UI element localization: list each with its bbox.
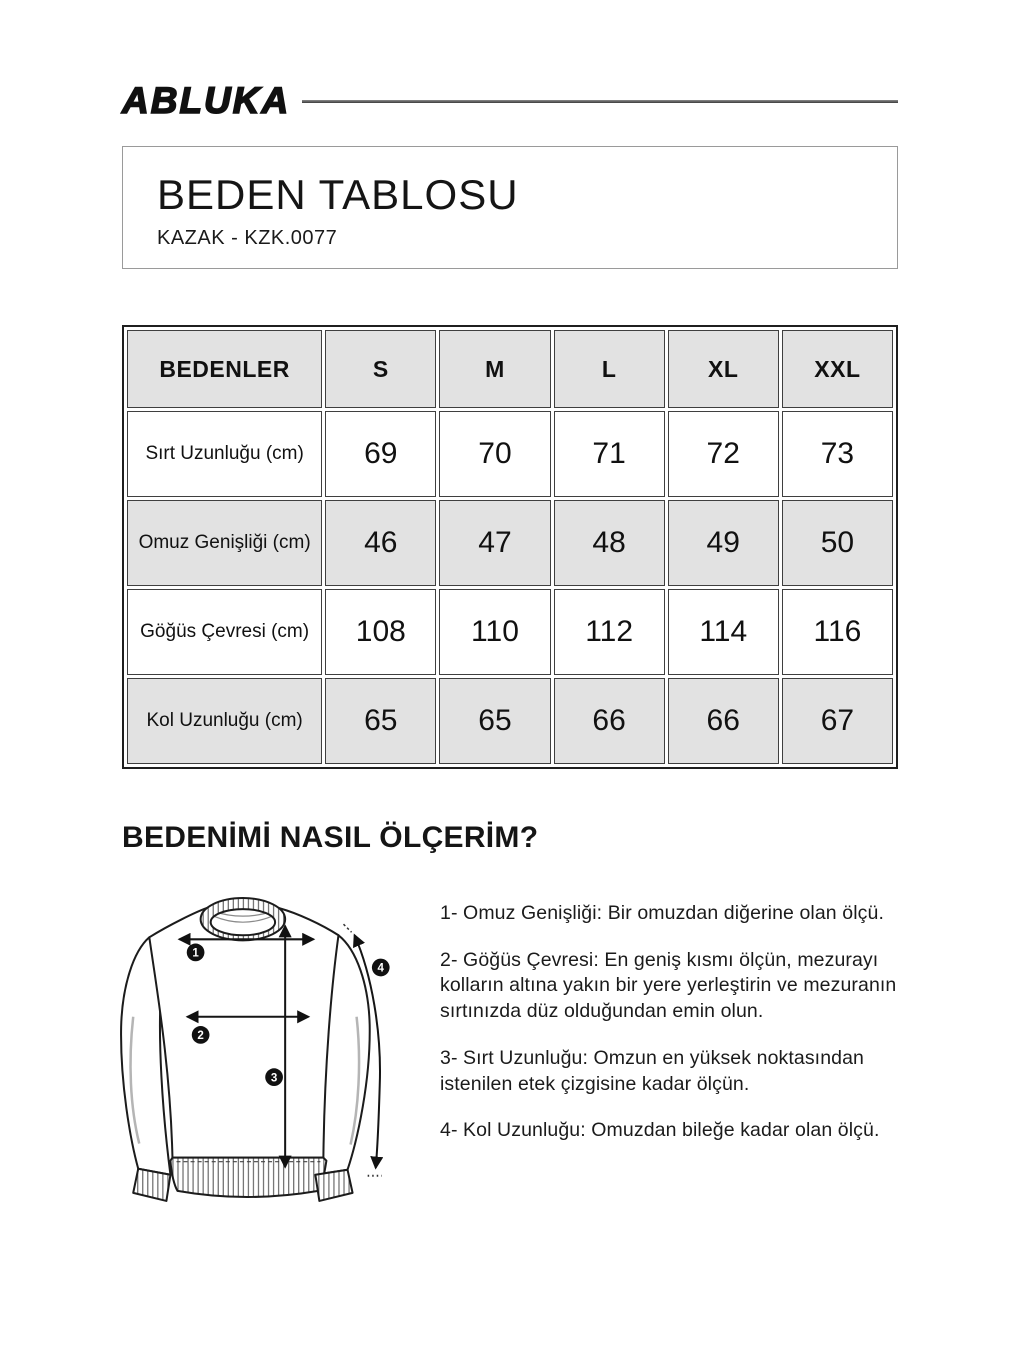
- table-row-shoulder-width: [127, 500, 893, 586]
- measure-label-cell: Sırt Uzunluğu (cm): [127, 411, 322, 497]
- header-divider-line: [302, 100, 898, 103]
- sweater-right-cuff: [315, 1170, 352, 1201]
- size-cell: 65: [325, 678, 436, 764]
- svg-text:3: 3: [270, 1072, 278, 1085]
- sweater-left-cuff: [133, 1169, 170, 1201]
- table-row-chest: [127, 589, 893, 675]
- size-cell: 70: [439, 411, 550, 497]
- size-cell: 69: [325, 411, 436, 497]
- size-table-header-row: [127, 330, 893, 408]
- size-table: [122, 325, 898, 769]
- column-header-bedenler: BEDENLER: [127, 330, 322, 408]
- size-cell: 114: [668, 589, 779, 675]
- svg-text:4: 4: [377, 962, 384, 975]
- size-cell: 47: [439, 500, 550, 586]
- instruction-chest: 2- Göğüs Çevresi: En geniş kısmı ölçün, mezurayı kolların altına yakın bir yere yerleştirin ve mezuranın sırtınızda düz olduğundan emin olun.: [440, 948, 897, 1023]
- instruction-shoulder: 1- Omuz Genişliği: Bir omuzdan diğerine olan ölçü.: [440, 902, 884, 924]
- size-cell: 48: [554, 500, 665, 586]
- column-header-l: L: [554, 330, 665, 408]
- table-row-sleeve-length: [127, 678, 893, 764]
- size-cell: 112: [554, 589, 665, 675]
- sleeve-arrow-leader-top: [344, 924, 352, 932]
- size-cell: 66: [554, 678, 665, 764]
- size-cell: 46: [325, 500, 436, 586]
- sweater-illustration-svg: [100, 885, 422, 1217]
- size-cell: 71: [554, 411, 665, 497]
- table-row-back-length: [127, 411, 893, 497]
- size-cell: 72: [668, 411, 779, 497]
- size-cell: 73: [782, 411, 893, 497]
- brand-logo: ABLUKA: [122, 80, 291, 121]
- size-cell: 67: [782, 678, 893, 764]
- instruction-back-length: 3- Sırt Uzunluğu: Omzun en yüksek noktasından istenilen etek çizgisine kadar ölçün.: [440, 1046, 864, 1095]
- size-cell: 110: [439, 589, 550, 675]
- marker-3: [265, 1068, 283, 1086]
- size-cell: 66: [668, 678, 779, 764]
- size-cell: 108: [325, 589, 436, 675]
- measure-section-heading: BEDENİMİ NASIL ÖLÇERİM?: [122, 821, 539, 854]
- column-header-xxl: XXL: [782, 330, 893, 408]
- size-cell: 116: [782, 589, 893, 675]
- column-header-m: M: [439, 330, 550, 408]
- size-cell: 49: [668, 500, 779, 586]
- size-cell: 50: [782, 500, 893, 586]
- brand-header: [122, 80, 898, 122]
- instruction-sleeve-length: 4- Kol Uzunluğu: Omuzdan bileğe kadar olan ölçü.: [440, 1119, 880, 1142]
- sweater-measure-diagram: [100, 885, 422, 1217]
- measure-section: [122, 885, 898, 1217]
- sweater-hem-band: [170, 1158, 326, 1197]
- title-box: [122, 146, 898, 269]
- page-title: BEDEN TABLOSU: [157, 171, 519, 218]
- measure-instructions: [422, 885, 898, 1217]
- column-header-xl: XL: [668, 330, 779, 408]
- marker-4: [372, 959, 390, 977]
- svg-text:2: 2: [197, 1030, 204, 1043]
- svg-text:1: 1: [192, 947, 199, 960]
- sweater-body: [149, 908, 338, 1158]
- measure-label-cell: Göğüs Çevresi (cm): [127, 589, 322, 675]
- size-cell: 65: [439, 678, 550, 764]
- marker-2: [192, 1026, 210, 1044]
- column-header-s: S: [325, 330, 436, 408]
- measure-label-cell: Kol Uzunluğu (cm): [127, 678, 322, 764]
- product-code: KAZAK - KZK.0077: [157, 227, 338, 249]
- marker-1: [187, 944, 205, 962]
- measure-label-cell: Omuz Genişliği (cm): [127, 500, 322, 586]
